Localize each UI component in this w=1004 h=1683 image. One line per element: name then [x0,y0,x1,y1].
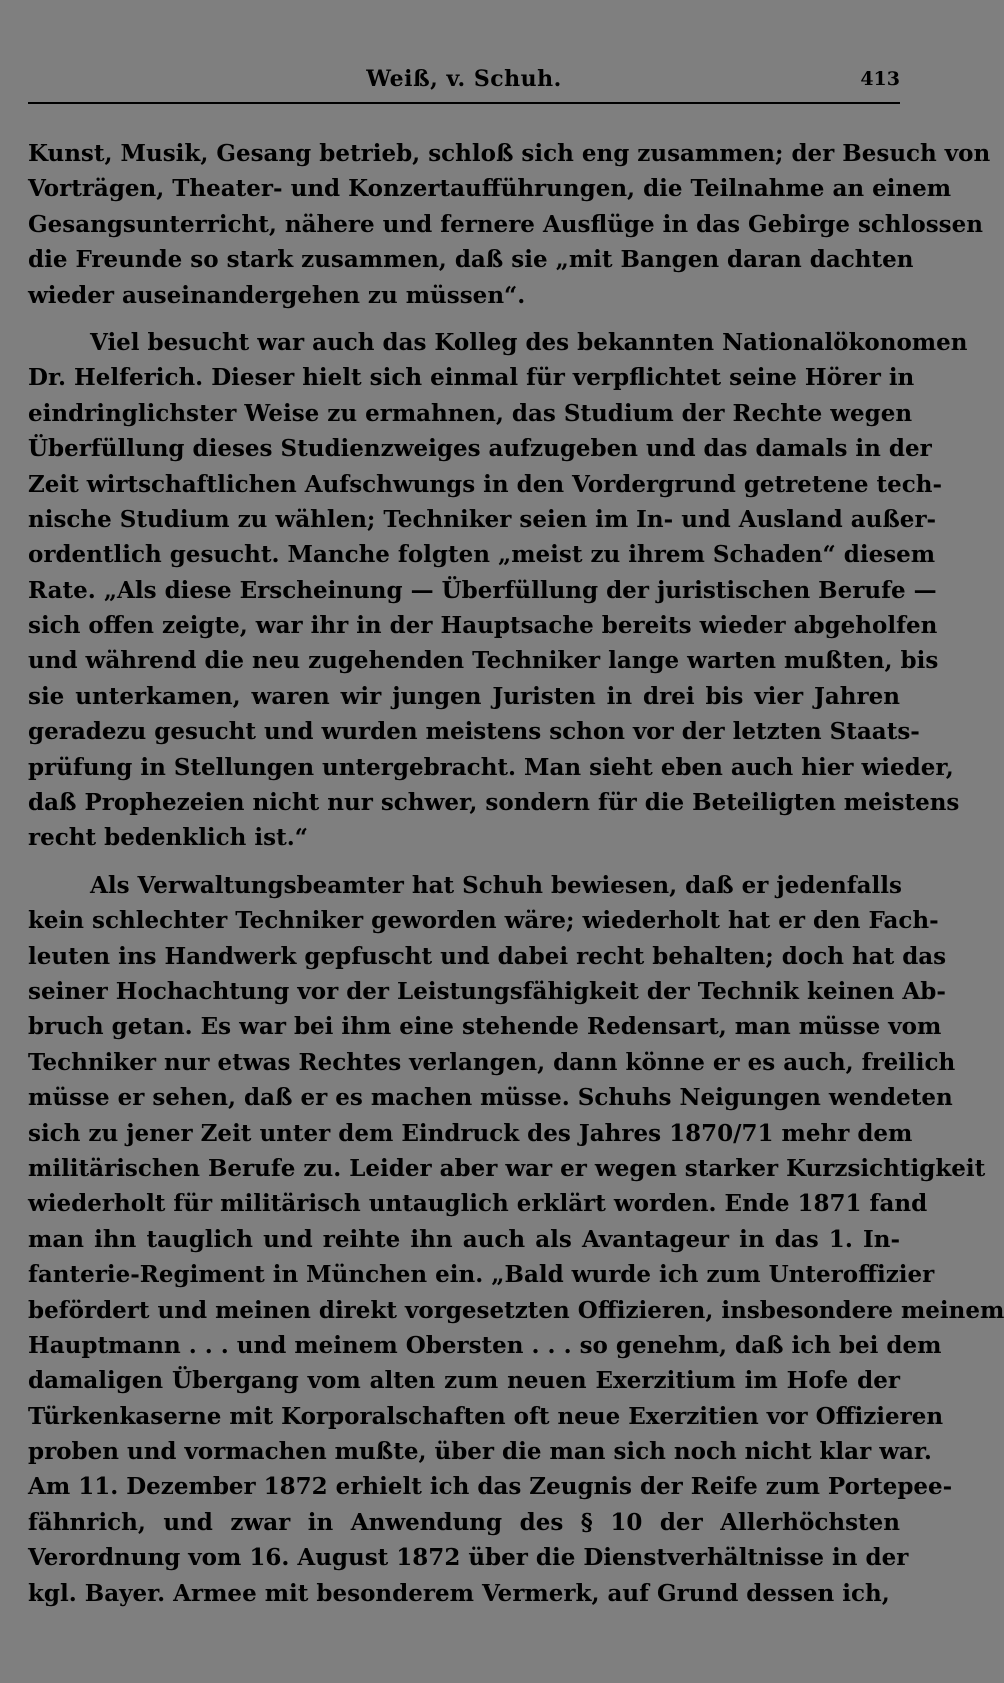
text-line: leuten ins Handwerk gepfuscht und dabei recht behalten; doch hat das [28,942,947,970]
text-line: Gesangsunterricht, nähere und fernere Ausflüge in das Gebirge schlossen [28,210,983,238]
text-line: Hauptmann . . . und meinem Obersten . . . so genehm, daß ich bei dem [28,1331,942,1359]
text-line: geradezu gesucht und wurden meistens schon vor der letzten Staats- [28,718,920,746]
running-title: Weiß, v. Schuh. [366,66,562,92]
text-line: kein schlechter Techniker geworden wäre; wiederholt hat er den Fach- [28,907,939,935]
text-line: Zeit wirtschaftlichen Aufschwungs in den Vordergrund getretene tech- [28,470,943,498]
text-line: befördert und meinen direkt vorgesetzten Offizieren, insbesondere meinem [28,1296,1004,1324]
running-head [28,60,900,100]
text-line: Türkenkaserne mit Korporalschaften oft neue Exerzitien vor Offizieren [28,1402,944,1430]
text-line: ordentlich gesucht. Manche folgten „meist zu ihrem Schaden“ diesem [28,541,936,569]
text-line: bruch getan. Es war bei ihm eine stehende Redensart, man müsse vom [28,1013,942,1041]
text-line: prüfung in Stellungen untergebracht. Man sieht eben auch hier wieder, [28,753,954,781]
body-text [28,136,1004,1611]
text-line: kgl. Bayer. Armee mit besonderem Vermerk, auf Grund dessen ich, [28,1579,890,1607]
header-rule [28,102,900,104]
text-line: proben und vormachen mußte, über die man sich noch nicht klar war. [28,1438,932,1466]
text-line: seiner Hochachtung vor der Leistungsfähigkeit der Technik keinen Ab- [28,977,946,1005]
text-line: sich zu jener Zeit unter dem Eindruck des Jahres 1870/71 mehr dem [28,1119,913,1147]
text-line: fähnrich, und zwar in Anwendung des § 10 der Allerhöchsten [28,1508,900,1536]
text-line: Am 11. Dezember 1872 erhielt ich das Zeugnis der Reife zum Portepee- [28,1473,953,1501]
text-line: müsse er sehen, daß er es machen müsse. Schuhs Neigungen wendeten [28,1084,953,1112]
text-line: Kunst, Musik, Gesang betrieb, schloß sich eng zusammen; der Besuch von [28,140,991,167]
text-line: und während die neu zugehenden Techniker lange warten mußten, bis [28,647,939,675]
text-line: Überfüllung dieses Studienzweiges aufzugeben und das damals in der [28,435,932,463]
paragraph [28,325,968,856]
text-line: Verordnung vom 16. August 1872 über die Dienstverhältnisse in der [28,1544,909,1572]
text-line: Dr. Helferich. Dieser hielt sich einmal für verpflichtet seine Hörer in [28,364,915,392]
text-line: Rate. „Als diese Erscheinung — Überfüllung der juristischen Berufe — [28,576,937,604]
text-line: damaligen Übergang vom alten zum neuen Exerzitium im Hofe der [28,1367,900,1395]
text-line: eindringlichster Weise zu ermahnen, das Studium der Rechte wegen [28,399,913,427]
text-line: fanterie-Regiment in München ein. „Bald wurde ich zum Unteroffizier [28,1261,935,1289]
paragraph [28,136,991,313]
text-line: wiederholt für militärisch untauglich erklärt worden. Ende 1871 fand [28,1190,928,1218]
page-number: 413 [860,68,900,90]
text-line: sich offen zeigte, war ihr in der Hauptsache bereits wieder abgeholfen [28,612,938,640]
text-line: recht bedenklich ist.“ [28,824,308,852]
text-line: Als Verwaltungsbeamter hat Schuh bewiesen, daß er jedenfalls [90,871,902,899]
text-line: die Freunde so stark zusammen, daß sie „mit Bangen daran dachten [28,246,914,274]
text-line: man ihn tauglich und reihte ihn auch als Avantageur in das 1. In- [28,1225,900,1253]
text-line: Techniker nur etwas Rechtes verlangen, dann könne er es auch, freilich [28,1048,956,1076]
text-line: sie unterkamen, waren wir jungen Juristen in drei bis vier Jahren [28,682,900,710]
text-line: nische Studium zu wählen; Techniker seien im In- und Ausland außer- [28,505,937,533]
text-line: Viel besucht war auch das Kolleg des bekannten Nationalökonomen [90,328,968,356]
text-line: militärischen Berufe zu. Leider aber war er wegen starker Kurzsichtigkeit [28,1154,986,1182]
text-line: daß Prophezeien nicht nur schwer, sondern für die Beteiligten meistens [28,789,960,817]
text-line: wieder auseinandergehen zu müssen“. [28,281,526,309]
paragraph [28,868,1004,1611]
text-line: Vorträgen, Theater- und Konzertaufführungen, die Teilnahme an einem [28,175,952,203]
